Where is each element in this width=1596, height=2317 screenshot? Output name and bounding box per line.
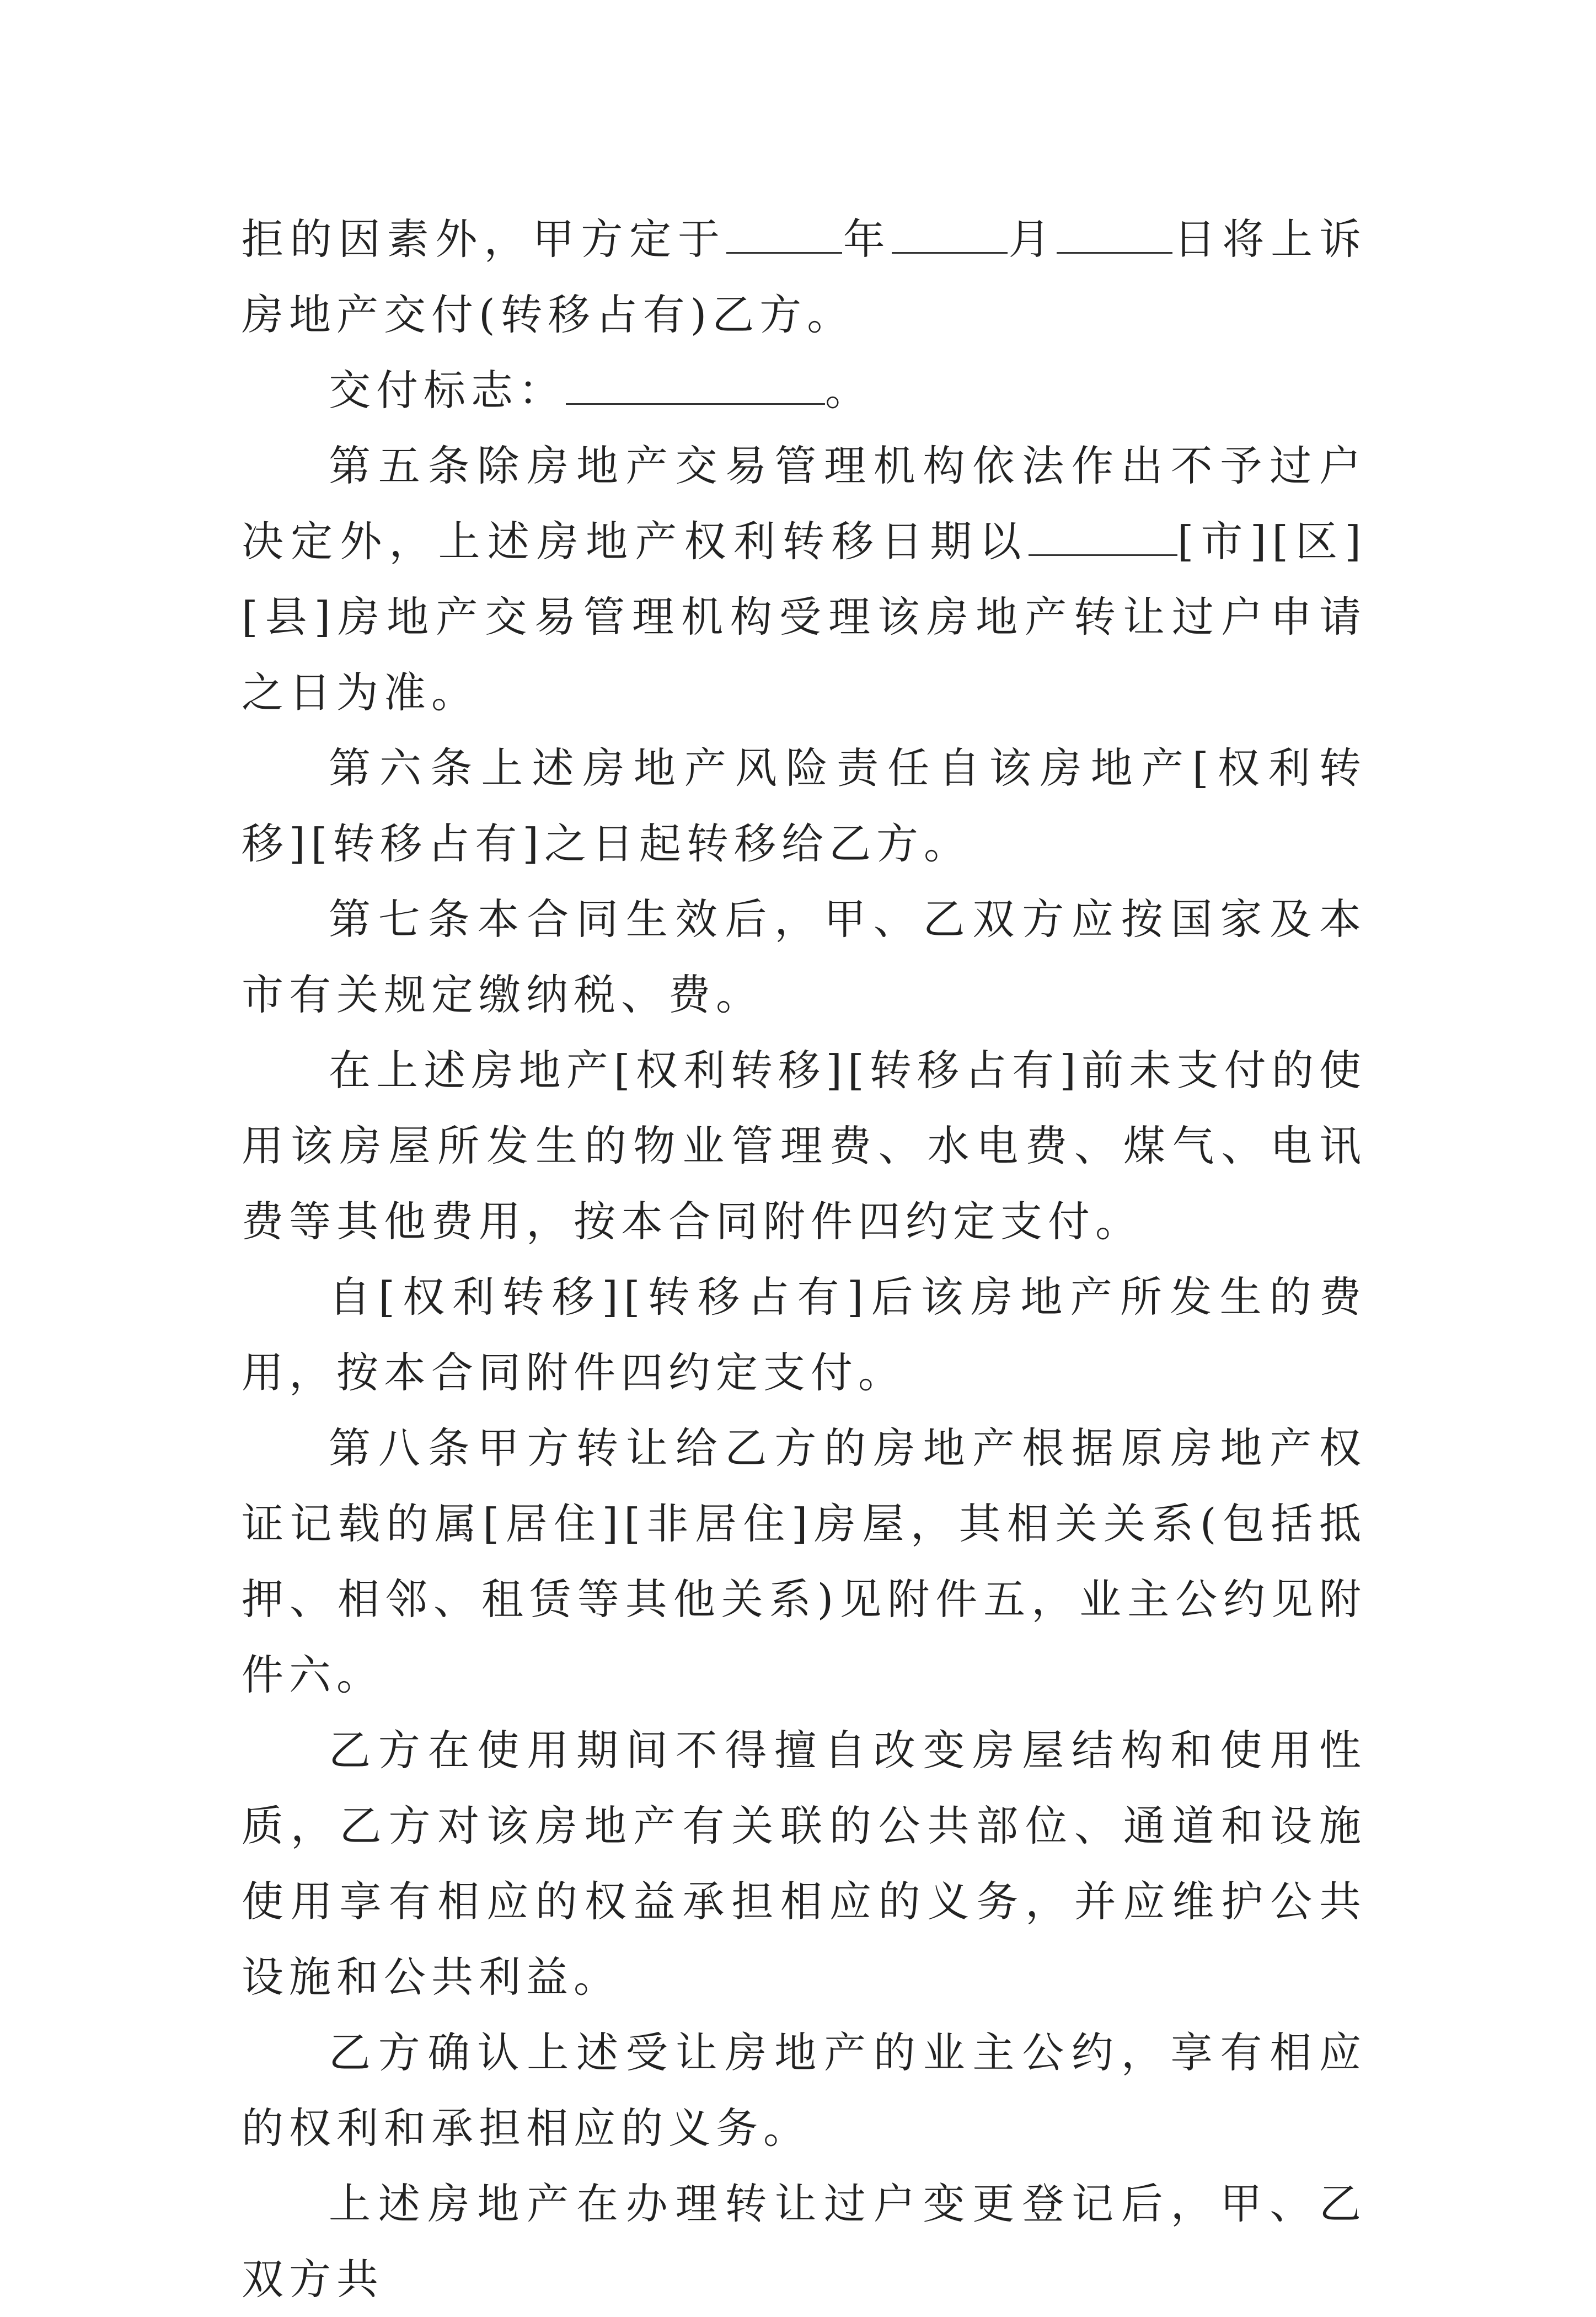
post-transfer-fees-text: 自[权利转移][转移占有]后该房地产所发生的费用，按本合同附件四约定支付。 bbox=[242, 1272, 1367, 1397]
document-body bbox=[242, 201, 1367, 2317]
after-registration-text: 上述房地产在办理转让过户变更登记后，甲、乙双方共 bbox=[242, 2179, 1367, 2304]
paragraph-usage-obligations bbox=[242, 1713, 1367, 2015]
paragraph-article-6 bbox=[242, 730, 1367, 881]
paragraph-after-registration bbox=[242, 2166, 1367, 2317]
owner-covenant-text: 乙方确认上述受让房地产的业主公约，享有相应的权利和承担相应的义务。 bbox=[242, 2028, 1367, 2153]
paragraph-article-8 bbox=[242, 1410, 1367, 1713]
unpaid-fees-text: 在上述房地产[权利转移][转移占有]前未支付的使用该房屋所发生的物业管理费、水电费、煤气、电讯费等其他费用，按本合同附件四约定支付。 bbox=[242, 1046, 1367, 1246]
month-blank[interactable] bbox=[892, 218, 1008, 254]
delivery-mark-blank[interactable] bbox=[566, 369, 825, 405]
article-7-text: 第七条本合同生效后，甲、乙双方应按国家及本市有关规定缴纳税、费。 bbox=[242, 895, 1367, 1019]
article-8-text: 第八条甲方转让给乙方的房地产根据原房地产权证记载的属[居住][非居住]房屋，其相关关系(包括抵押、相邻、租赁等其他关系)见附件五，业主公约见附件六。 bbox=[242, 1424, 1367, 1699]
transfer-city-blank[interactable] bbox=[1029, 520, 1177, 556]
paragraph-unpaid-fees bbox=[242, 1032, 1367, 1259]
paragraph-article-5 bbox=[242, 428, 1367, 730]
delivery-mark-period: 。 bbox=[825, 366, 872, 415]
month-label: 月 bbox=[1007, 215, 1057, 264]
delivery-date-text-end: 日将上诉房地产交付(转移占有)乙方。 bbox=[242, 215, 1367, 339]
paragraph-owner-covenant bbox=[242, 2015, 1367, 2166]
year-label: 年 bbox=[842, 215, 892, 264]
paragraph-post-transfer-fees bbox=[242, 1259, 1367, 1410]
usage-obligations-text: 乙方在使用期间不得擅自改变房屋结构和使用性质，乙方对该房地产有关联的公共部位、通道和设施使用享有相应的权益承担相应的义务，并应维护公共设施和公共利益。 bbox=[242, 1726, 1367, 2002]
delivery-mark-label: 交付标志： bbox=[329, 366, 566, 415]
day-blank[interactable] bbox=[1057, 218, 1172, 254]
year-blank[interactable] bbox=[726, 218, 842, 254]
paragraph-article-7 bbox=[242, 881, 1367, 1032]
article-6-text: 第六条上述房地产风险责任自该房地产[权利转移][转移占有]之日起转移给乙方。 bbox=[242, 743, 1367, 868]
paragraph-delivery-mark bbox=[242, 352, 1367, 428]
article-5-text-end: [市][区][县]房地产交易管理机构受理该房地产转让过户申请之日为准。 bbox=[242, 517, 1367, 717]
article-5-text-start: 第五条除房地产交易管理机构依法作出不予过户决定外，上述房地产权利转移日期以 bbox=[242, 441, 1367, 566]
paragraph-delivery-date bbox=[242, 201, 1367, 352]
delivery-date-text-start: 拒的因素外，甲方定于 bbox=[242, 215, 726, 264]
